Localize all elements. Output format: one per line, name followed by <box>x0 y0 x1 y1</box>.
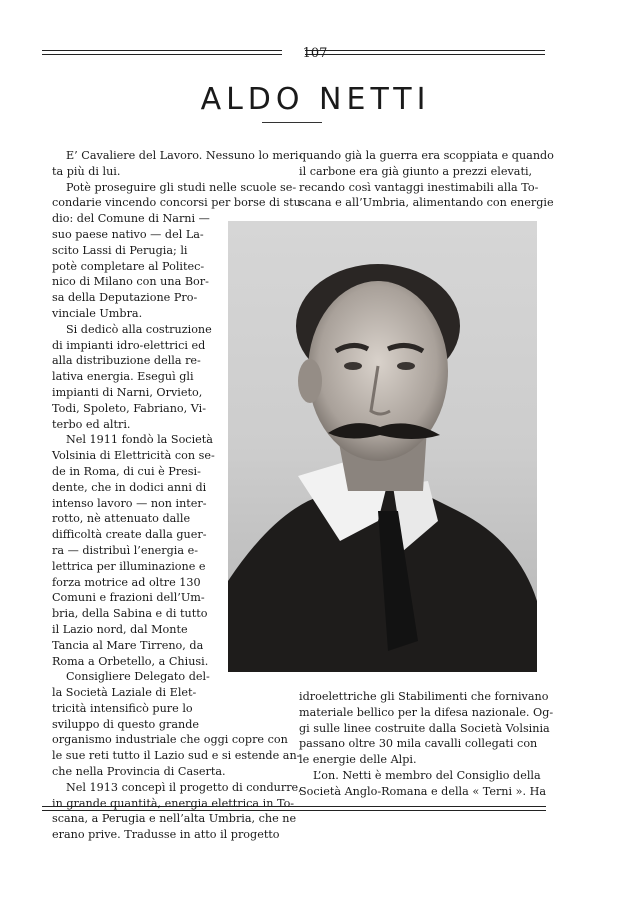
text-line: Consigliere Delegato del- <box>66 670 210 684</box>
text-line: il Lazio nord, dal Monte <box>52 622 188 636</box>
page-number: 107 <box>302 46 328 61</box>
text-line: sa della Deputazione Pro- <box>52 291 198 305</box>
title-underline <box>262 122 322 123</box>
text-line: de in Roma, di cui è Presi- <box>52 464 201 478</box>
text-line: sviluppo di questo grande <box>52 717 200 731</box>
text-line: dio: del Comune di Narni — <box>52 212 210 226</box>
text-line: passano oltre 30 mila cavalli collegati con <box>299 737 538 751</box>
text-line: di impianti idro-elettrici ed <box>52 338 206 352</box>
text-line: impianti di Narni, Orvieto, <box>52 385 203 399</box>
text-line: terbo ed altri. <box>52 417 131 431</box>
text-line: Potè proseguire gli studi nelle scuole se- <box>66 180 297 194</box>
text-line: bria, della Sabina e di tutto <box>52 607 208 621</box>
text-line: Nel 1913 concepì il progetto di condurre, <box>66 780 302 794</box>
text-line: lativa energia. Eseguì gli <box>52 370 194 384</box>
text-line: difficoltà create dalla guer- <box>52 528 207 542</box>
text-line: che nella Provincia di Caserta. <box>52 765 226 779</box>
text-line: dente, che in dodici anni di <box>52 480 207 494</box>
text-line: nico di Milano con una Bor- <box>52 275 209 289</box>
text-line: ra — distribuì l’energia e- <box>52 543 199 557</box>
text-line: Si dedicò alla costruzione <box>66 322 212 336</box>
text-line: Volsinia di Elettricità con se- <box>52 449 215 463</box>
text-line: scito Lassi di Perugia; li <box>52 243 188 257</box>
text-line: Tancia al Mare Tirreno, da <box>52 638 204 652</box>
text-line: forza motrice ad oltre 130 <box>52 575 201 589</box>
right-column-bottom <box>299 689 553 800</box>
text-line: lettrica per illuminazione e <box>52 559 206 573</box>
text-line: L’on. Netti è membro del Consiglio della <box>313 768 541 782</box>
article-title: ALDO NETTI <box>200 82 431 117</box>
text-line: erano prive. Tradusse in atto il progetto <box>52 828 280 842</box>
text-line: potè completare al Politec- <box>52 259 205 273</box>
text-line: suo paese nativo — del La- <box>52 227 204 241</box>
text-line: intenso lavoro — non inter- <box>52 496 207 510</box>
text-line: recando così vantaggi inestimabili alla To- <box>299 180 539 194</box>
text-line: gi sulle linee costruite dalla Società Volsinia <box>299 721 550 735</box>
text-line: Società Anglo-Romana e della « Terni ». Ha <box>299 784 547 798</box>
text-line: le energie delle Alpi. <box>299 753 417 767</box>
text-line: idroelettriche gli Stabilimenti che fornivano <box>299 690 549 703</box>
text-line: Roma a Orbetello, a Chiusi. <box>52 654 209 668</box>
text-line: il carbone era già giunto a prezzi elevati, <box>299 164 533 178</box>
text-line: Comuni e frazioni dell’Um- <box>52 591 205 605</box>
text-line: le sue reti tutto il Lazio sud e si estende an- <box>52 749 301 763</box>
header-rule-left-1 <box>42 50 282 51</box>
header-rule-right-1 <box>305 50 545 51</box>
text-line: organismo industriale che oggi copre con <box>52 733 288 747</box>
text-line: ta più di lui. <box>52 164 121 178</box>
text-line: alla distribuzione della re- <box>52 354 201 368</box>
text-line: materiale bellico per la difesa nazionale. Og- <box>299 705 554 719</box>
text-line: tricità intensificò pure lo <box>52 701 193 715</box>
text-line: vinciale Umbra. <box>52 306 143 320</box>
footer-rule-1 <box>42 806 546 807</box>
header-rule-right-2 <box>305 54 545 55</box>
text-line: scana e all’Umbria, alimentando con energie <box>299 196 554 210</box>
text-line: la Società Laziale di Elet- <box>52 686 197 700</box>
text-line: rotto, nè attenuato dalle <box>52 512 191 526</box>
text-line: in grande quantità, energia elettrica in To- <box>52 796 295 810</box>
right-column-top <box>299 148 554 211</box>
text-line: Nel 1911 fondò la Società <box>66 433 213 447</box>
footer-rule-2 <box>42 810 546 811</box>
portrait-photo <box>228 221 537 672</box>
text-line: condarie vincendo concorsi per borse di stu- <box>52 196 305 210</box>
text-line: Todi, Spoleto, Fabriano, Vi- <box>52 401 207 415</box>
text-line: quando già la guerra era scoppiata e quando <box>299 149 554 162</box>
text-line: E’ Cavaliere del Lavoro. Nessuno lo meri- <box>66 149 303 162</box>
portrait-illustration <box>228 221 537 672</box>
text-line: scana, a Perugia e nell’alta Umbria, che ne <box>52 812 297 826</box>
header-rule-left-2 <box>42 54 282 55</box>
